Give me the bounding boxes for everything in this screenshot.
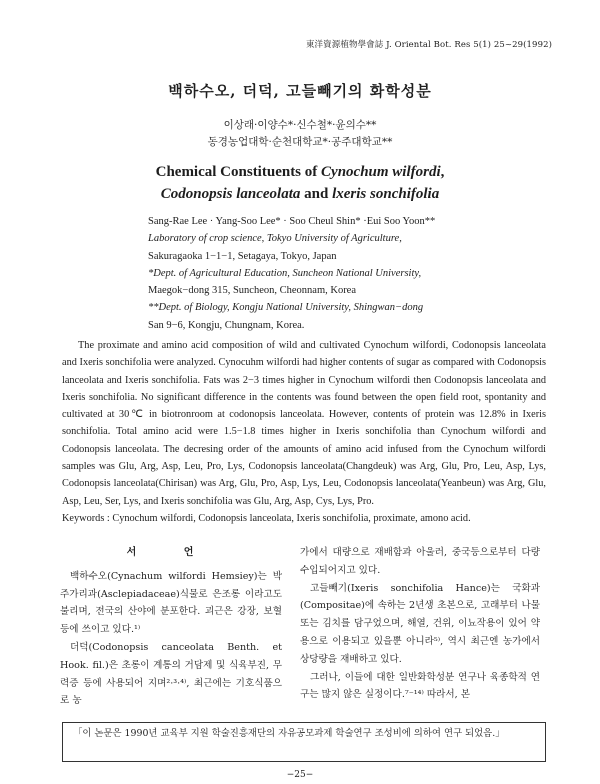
body-paragraph: 백하수오(Cynachum wilfordi Hemsiey)는 박주가리과(Asclepiadaceae)식물로 은조롱 이라고도 불리며, 전국의 산야에 분포한다. 괴근은 강장, 보혈 등에 쓰이고 있다.¹⁾ — [60, 570, 282, 636]
title-text: Chemical Constituents of — [155, 164, 322, 180]
english-title — [0, 161, 600, 205]
body-paragraph: 고들빼기(Ixeris sonchifolia Hance)는 국화과(Compositae)에 속하는 2년생 초본으로, 고래부터 나물 또는 김치를 담구었으며, 해열, 건위, 이뇨작용이 있어 약용으로 이용되고 있을뿐 아니라⁵⁾, 역시 최근엔 농가에서 상당량을 재배하고 있다. — [300, 582, 540, 665]
title-species-3: lxeris sonchifolia — [332, 186, 440, 202]
title-and: and — [300, 186, 333, 202]
title-comma: , — [440, 164, 445, 180]
title-species-2: Codonopsis lanceolata — [160, 186, 301, 202]
body-paragraph: 그러나, 이들에 대한 일반화학성분 연구나 육종학적 연구는 많지 않은 실정이다.⁷⁻¹⁴⁾ 따라서, 본 — [300, 671, 540, 701]
abstract-body: The proximate and amino acid composition of wild and cultivated Cynochum wilfordi, Codonopsis lanceolata and Ixeris sonchifolia were analyzed. Cynocuhm wilfordi had higher contents of sugar as compared with Codonopsis lanceolata and Ixeris sonchifolia. Fats was 2−3 times higher in Cynochum wilfordi then Codonopsis lanceolata and Ixeris sonchifolia. No significant difference in the contents was found between the open field root, spontanity and cultivated at 30℃ in biotronroom at codonopsis lanceolata. However, contents of protein was 12.8% in Ixeris sonchifolia. Total amino acid were 1.5−1.8 times higher in Ixeris sonchifolia than Cynochum wilfordi and Codonopsis lanceolata. The decresing order of the amounts of amino acid infused from the Cynochum wilfordi samples was Glu, Arg, Asp, Leu, Pro, Lys, Codonopsis lanceolata(Changdeuk) was Arg, Glu, Pro, Leu, Asp, Lys, Codonopsis lanceolata(Chirisan) was Arg, Glu, Pro, Asp, Lys, Leu, Codonopsis lanceolata(Yeanbeun) was Arg, Glu, Asp, Leu, Ser, Lys, and Ixeris sonchifolia was Glu, Arg, Asp, Cys, Lys, Pro. — [62, 340, 546, 507]
keywords: Keywords : Cynochum wilfordi, Codonopsis lanceolata, Ixeris sonchifolia, proximate, amono acid. — [62, 512, 471, 524]
body-paragraph: 더덕(Codonopsis canceolata Benth. et Hook. fil.)은 초롱이 계통의 거담제 및 식육부진, 무력증 등에 사용되어 지며²·³·⁴⁾, 최근에는 기호식품으로 농 — [60, 641, 282, 707]
korean-title: 백하수오, 더덕, 고들빼기의 화학성분 — [168, 82, 432, 100]
korean-authors: 이상래·이양수*·신수철*·윤의수** — [223, 119, 377, 131]
english-authors: Sang-Rae Lee · Yang-Soo Lee* · Soo Cheul Shin* ·Eui Soo Yoon** — [148, 216, 436, 227]
affiliation-line: Maegok−dong 315, Suncheon, Cheonnam, Korea — [148, 285, 357, 297]
affiliation-line: Laboratory of crop science, Tokyo University of Agriculture, — [148, 233, 402, 245]
page-number: −25− — [286, 770, 314, 780]
funding-footnote: 「이 논문은 1990년 교육부 지원 학술진흥재단의 자유공모과제 학술연구 조성비에 의하여 연구 되었음.」 — [62, 722, 546, 762]
english-author-block — [148, 213, 448, 334]
affiliation-line: Sakuragaoka 1−1−1, Setagaya, Tokyo, Japan — [148, 250, 337, 262]
abstract — [62, 337, 546, 527]
body-column-left — [60, 544, 282, 710]
body-paragraph: 가에서 대량으로 재배함과 아울러, 중국등으로부터 다량 수입되어지고 있다. — [300, 547, 540, 576]
affiliation-line: *Dept. of Agricultural Education, Suncheon National University, — [148, 267, 422, 279]
journal-header: 東洋資源植物學會誌 J. Oriental Bot. Res 5(1) 25~29(1992) — [305, 40, 552, 50]
section-heading: 서 언 — [126, 547, 216, 558]
body-column-right — [300, 544, 540, 704]
title-species-1: Cynochum wilfordi — [321, 164, 441, 180]
affiliation-line: San 9−6, Kongju, Chungnam, Korea. — [148, 319, 305, 331]
korean-affiliations: 동경농업대학·순천대학교*·공주대학교** — [207, 136, 393, 148]
affiliation-line: **Dept. of Biology, Kongju National University, Shingwan−dong — [148, 302, 424, 314]
